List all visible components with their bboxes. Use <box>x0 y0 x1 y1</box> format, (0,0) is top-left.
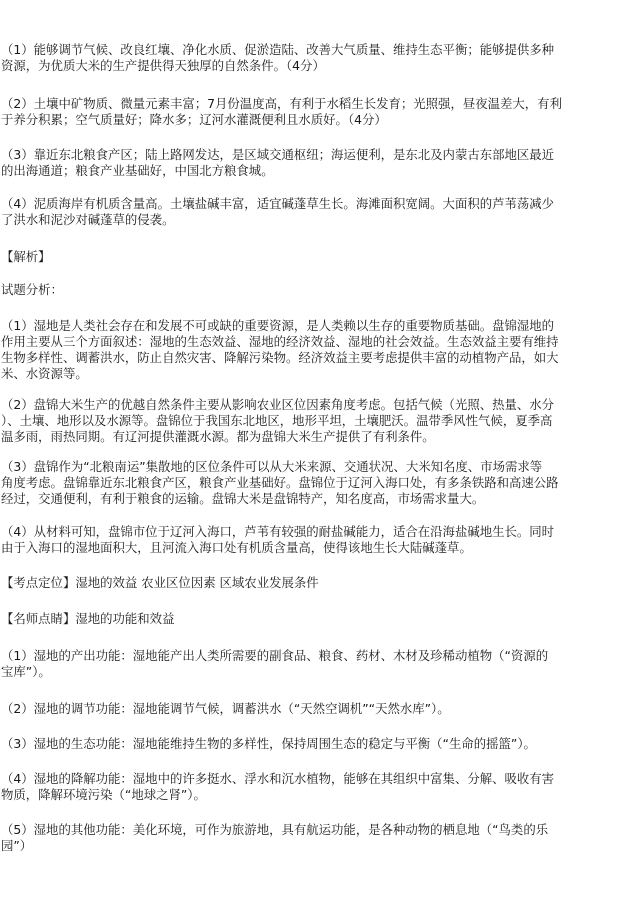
dianjing-paragraph-1 <box>1 648 628 680</box>
text-line: （3）盘锦作为“北粮南运”集散地的区位条件可以从大米来源、交通状况、大米知名度、市场需求等 <box>1 459 543 474</box>
text-line: （2）湿地的调节功能：湿地能调节气候，调蓄洪水（“天然空调机”“天然水库”）。 <box>1 701 450 716</box>
text-line: （4）泥质海岸有机质含量高。土壤盐碱丰富，适宜碱蓬草生长。海滩面积宽阔。大面积的芦苇荡减少 <box>1 196 555 211</box>
text-line: ）、土壤、地形以及水源等。盘锦位于我国东北地区，地形平坦，土壤肥沃。温带季风性气候，夏季高 <box>1 413 553 428</box>
analysis-paragraph-1 <box>1 318 628 382</box>
dianjing-paragraph-4 <box>1 771 628 803</box>
text-line: 角度考虑。盘锦靠近东北粮食产区，粮食产业基础好。盘锦位于辽河入海口处，有多条铁路和高速公路 <box>1 475 559 490</box>
text-line: （1）湿地的产出功能：湿地能产出人类所需要的副食品、粮食、药材、木材及珍稀动植物（“资源的 <box>1 648 549 663</box>
text-line: 园”） <box>1 838 33 853</box>
text-line: （4）从材料可知，盘锦市位于辽河入海口，芦苇有较强的耐盐碱能力，适合在沿海盐碱地生长。同时 <box>1 524 555 539</box>
text-line: （5）湿地的其他功能：美化环境，可作为旅游地，具有航运功能，是各种动物的栖息地（“鸟类的乐 <box>1 822 549 837</box>
text-line: 于养分积累；空气质量好；降水多；辽河水灌溉便利且水质好。（4分） <box>1 112 387 127</box>
kaodian-line: 【考点定位】湿地的效益 农业区位因素 区域农业发展条件 <box>1 575 319 590</box>
text-line: （1）能够调节气候、改良红壤、净化水质、促淤造陆、改善大气质量、维持生态平衡；能够提供多种 <box>1 42 555 57</box>
text-line: 了洪水和泥沙对碱蓬草的侵袭。 <box>1 212 175 227</box>
text-line: （2）盘锦大米生产的优越自然条件主要从影响农业区位因素角度考虑。包括气候（光照、热量、水分 <box>1 397 555 412</box>
text-line: 宝库”）。 <box>1 664 51 679</box>
text-line: （2）土壤中矿物质、微量元素丰富；7月份温度高，有利于水稻生长发育；光照强，昼夜温差大，有利 <box>1 96 562 111</box>
text-line: 米、水资源等。 <box>1 366 88 381</box>
dianjing-heading: 【名师点睛】湿地的功能和效益 <box>1 611 175 626</box>
answer-paragraph-3 <box>1 147 628 179</box>
analysis-heading: 【解析】 <box>1 249 51 264</box>
text-line: 的出海通道；粮食产业基础好，中国北方粮食城。 <box>1 163 274 178</box>
analysis-intro: 试题分析： <box>1 282 63 297</box>
text-line: 温多雨，雨热同期。有辽河提供灌溉水源。都为盘锦大米生产提供了有利条件。 <box>1 429 435 444</box>
text-line: （4）湿地的降解功能：湿地中的许多挺水、浮水和沉水植物，能够在其组织中富集、分解、吸收有害 <box>1 771 555 786</box>
text-line: 作用主要从三个方面叙述：湿地的生态效益、湿地的经济效益、湿地的社会效益。生态效益主要有维持 <box>1 334 559 349</box>
analysis-paragraph-4 <box>1 524 628 556</box>
analysis-paragraph-2 <box>1 397 628 445</box>
text-line: 生物多样性、调蓄洪水，防止自然灾害、降解污染物。经济效益主要考虑提供丰富的动植物产品，如大 <box>1 350 559 365</box>
dianjing-paragraph-5 <box>1 822 628 854</box>
text-line: 资源，为优质大米的生产提供得天独厚的自然条件。（4分） <box>1 58 325 73</box>
text-line: 物质，降解环境污染（“地球之肾”）。 <box>1 787 206 802</box>
answer-paragraph-1 <box>1 42 628 74</box>
analysis-paragraph-3 <box>1 459 628 507</box>
text-line: （3）湿地的生态功能：湿地能维持生物的多样性，保持周围生态的稳定与平衡（“生命的摇篮”）。 <box>1 736 536 751</box>
text-line: （1）湿地是人类社会存在和发展不可或缺的重要资源，是人类赖以生存的重要物质基础。盘锦湿地的 <box>1 318 555 333</box>
text-line: 经过，交通便利，有利于粮食的运输。盘锦大米是盘锦特产，知名度高，市场需求量大。 <box>1 491 485 506</box>
dianjing-paragraph-3 <box>1 736 628 752</box>
text-line: 由于入海口的湿地面积大，且河流入海口处有机质含量高，使得该地生长大陆碱蓬草。 <box>1 540 472 555</box>
text-line: （3）靠近东北粮食产区；陆上路网发达，是区域交通枢纽；海运便利，是东北及内蒙古东部地区最近 <box>1 147 555 162</box>
answer-paragraph-4 <box>1 196 628 228</box>
answer-paragraph-2 <box>1 96 628 128</box>
dianjing-paragraph-2 <box>1 701 628 717</box>
